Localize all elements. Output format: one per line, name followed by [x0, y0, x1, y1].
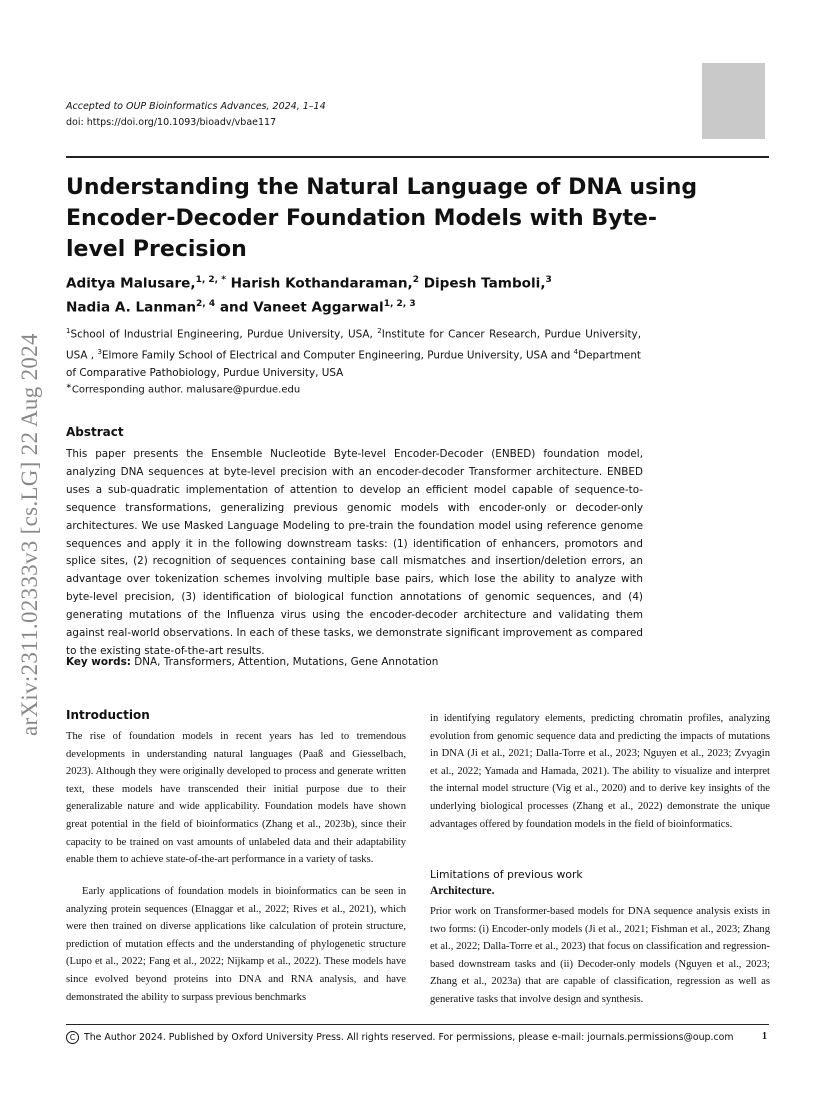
copyright-footer	[66, 1031, 733, 1044]
affiliation-marker: 3	[97, 347, 102, 356]
affiliation-text: Department of Comparative Pathobiology, Purdue University, USA	[66, 349, 641, 379]
author-name: Dipesh Tamboli,	[423, 275, 546, 292]
doi-line: doi: https://doi.org/10.1093/bioadv/vbae117	[66, 117, 277, 128]
abstract-heading: Abstract	[66, 425, 124, 439]
author-affiliation-marker: 2	[412, 275, 419, 285]
author-name: Harish Kothandaraman,	[230, 275, 413, 292]
author-affiliation-marker: 1, 2, 3	[383, 298, 416, 309]
footer-rule	[66, 1024, 769, 1025]
author-name: and Vaneet Aggarwal	[219, 299, 384, 316]
author-list	[66, 270, 706, 317]
architecture-paragraph: Prior work on Transformer-based models for DNA sequence analysis exists in two forms: (i) Encoder-only models (Ji et al., 2021; Fishman et al., 2023; Zhang et al., 2022; Dalla-Torre et al., 2023) that focus on classification and regression-based downstream tasks and (ii) Decoder-only models (Nguyen et al., 2023; Zhang et al., 2023a) that are capable of classification, regression as well as generative tasks that involve design and synthesis.	[430, 906, 770, 1005]
affiliation-text: School of Industrial Engineering, Purdue University, USA,	[70, 328, 373, 341]
keywords-label: Key words:	[66, 656, 131, 668]
paper-title: Understanding the Natural Language of DNA using Encoder-Decoder Foundation Models with Byte-level Precision	[66, 175, 698, 262]
keywords-line	[66, 656, 438, 668]
affiliation-marker: 1	[66, 327, 71, 335]
corresponding-author-note	[66, 382, 300, 395]
architecture-subheading: Architecture.	[430, 885, 495, 897]
limitations-heading: Limitations of previous work	[430, 868, 583, 881]
author-name: Aditya Malusare,	[66, 275, 196, 292]
corresponding-marker: ∗	[66, 382, 72, 390]
author-affiliation-marker: 3	[545, 275, 552, 285]
copyright-icon: C	[66, 1031, 79, 1044]
author-name: Nadia A. Lanman	[66, 299, 197, 316]
author-affiliation-marker: 1, 2, *	[195, 275, 226, 285]
affiliation-text: Institute for Cancer Research, Purdue University, USA ,	[66, 328, 641, 362]
header-gray-box	[702, 63, 765, 139]
abstract-text: This paper presents the Ensemble Nucleotide Byte-level Encoder-Decoder (ENBED) foundation model, analyzing DNA sequences at byte-level precision with an encoder-decoder Transformer architecture. ENBED uses a sub-quadratic implementation of attention to develop an efficient model capable of sequence-to-sequence transformations, generalizing previous genomic models with encoder-only or decoder-only architectures. We use Masked Language Modeling to pre-train the foundation model using reference genome sequences and apply it in the following downstream tasks: (1) identification of enhancers, promotors and splice sites, (2) recognition of sequences containing base call mismatches and insertion/deletion errors, an advantage over tokenization schemes involving multiple base pairs, which lose the ability to analyze with byte-level precision, (3) identification of biological function annotations of genomic sequences, and (4) generating mutations of the Influenza virus using the encoder-decoder architecture and validating them against real-world observations. In each of these tasks, we demonstrate significant improvement as compared to the existing state-of-the-art results.	[66, 448, 643, 657]
introduction-paragraph: The rise of foundation models in recent years has led to tremendous developments in understanding natural languages (Paaß and Giesselbach, 2023). Although they were originally developed to process and generate written text, these models have transcended their initial purpose due to their generalizable nature and wide applicability. Foundation models have shown great potential in the field of bioinformatics (Zhang et al., 2023b), since their capacity to be trained on vast amounts of unlabeled data and their adaptability enable them to achieve state-of-the-art performance in a variety of tasks.	[66, 731, 406, 866]
journal-line: Accepted to OUP Bioinformatics Advances, 2024, 1–14	[66, 101, 326, 112]
arxiv-identifier-stamp: arXiv:2311.02333v3 [cs.LG] 22 Aug 2024	[17, 333, 42, 737]
introduction-paragraph: Early applications of foundation models in bioinformatics can be seen in analyzing protein sequences (Elnaggar et al., 2022; Rives et al., 2021), which were then trained on diverse applications like calculation of protein structure, prediction of mutation effects and the understanding of phylogenetic structure (Lupo et al., 2022; Fang et al., 2022; Nijkamp et al., 2022). These models have since evolved beyond proteins into DNA and RNA analysis, and have demonstrated the ability to surpass previous benchmarks	[66, 886, 406, 1003]
corresponding-text: Corresponding author. malusare@purdue.edu	[71, 384, 301, 396]
keywords-text: DNA, Transformers, Attention, Mutations, Gene Annotation	[134, 656, 439, 668]
header-rule	[66, 156, 769, 158]
author-affiliation-marker: 2, 4	[196, 298, 216, 309]
introduction-paragraph: in identifying regulatory elements, predicting chromatin profiles, analyzing evolution from genomic sequence data and predicting the impacts of mutations in DNA (Ji et al., 2021; Dalla-Torre et al., 2023; Nguyen et al., 2023; Zvyagin et al., 2022; Yamada and Hamada, 2021). The ability to visualize and interpret the internal model structure (Vig et al., 2020) and to derive key insights of the underlying biological processes (Zhang et al., 2022) demonstrate the unique advantages offered by foundation models in the field of bioinformatics.	[430, 713, 770, 830]
affiliation-marker: 2	[377, 327, 382, 335]
affiliation-marker: 4	[573, 347, 579, 356]
copyright-text: The Author 2024. Published by Oxford University Press. All rights reserved. For permissions, please e-mail: journals.permissions@oup.com	[84, 1032, 734, 1043]
affiliation-text: Elmore Family School of Electrical and Computer Engineering, Purdue University, USA and	[101, 349, 571, 362]
page-number: 1	[762, 1031, 767, 1042]
affiliation-block	[66, 323, 641, 382]
introduction-heading: Introduction	[66, 708, 150, 722]
